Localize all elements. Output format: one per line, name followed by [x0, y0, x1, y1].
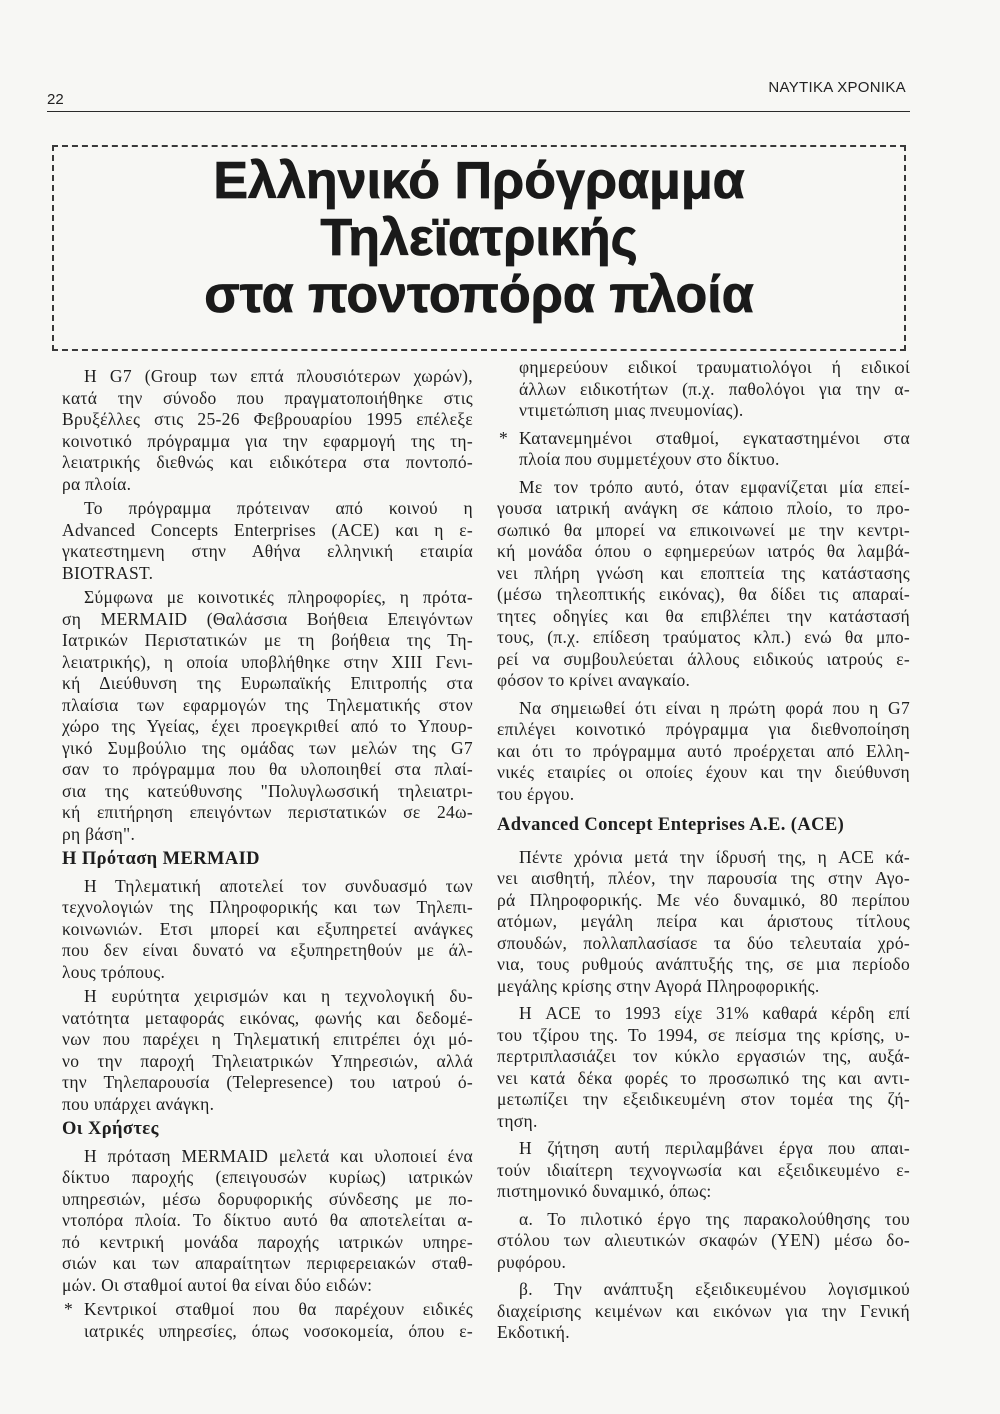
text-line: περτριπλασιάζει τον κύκλο εργασιών της, αυξά-	[497, 1046, 910, 1066]
paragraph	[62, 498, 473, 584]
section-heading: Advanced Concept Enteprises A.E. (ACE)	[497, 815, 845, 835]
text-line: Βρυξέλλες στις 25-26 Φεβρουαρίου 1995 επέλεξε	[62, 409, 473, 429]
text-line: διαχείρισης κειμένων και εικόνων για την Γενική	[497, 1300, 910, 1321]
text-line: Η Τηλεματική αποτελεί τον συνδυασμό των	[84, 875, 473, 896]
text-line: τούν ιδιαίτερη τεχνογνωσία και εξειδικευμένο ε-	[497, 1159, 910, 1180]
text-line: κή επιτήρηση επειγόντων περιστατικών σε 24ω-	[62, 802, 473, 822]
text-line: Ιατρικών Περιστατικών με τη βοήθεια της Τη-	[62, 630, 473, 650]
text-line: Πέντε χρόνια μετά την ίδρυσή της, η ACE κά-	[519, 846, 910, 867]
bullet-marker: *	[499, 427, 508, 448]
text-line: Εκδοτική.	[497, 1322, 570, 1342]
header-rule	[47, 111, 910, 112]
text-line: Η ζήτηση αυτή περιλαμβάνει έργα που απαι-	[519, 1138, 910, 1158]
text-line: φόσον το κρίνει αναγκαίο.	[497, 670, 691, 690]
page-number: 22	[47, 91, 64, 108]
text-line: πλοία που συμμετέχουν στο δίκτυο.	[519, 449, 780, 469]
text-line: ρυφόρου.	[497, 1251, 567, 1272]
text-line: νο την παροχή Τηλειατρικών Υπηρεσιών, αλλά	[62, 1050, 473, 1071]
text-line: πό κεντρική μονάδα παροχής ιατρικών υπηρε-	[62, 1231, 473, 1252]
text-line: νει πλήρη γνώση και εποπτεία της κατάστασης	[497, 562, 910, 583]
text-line: του έργου.	[497, 783, 575, 804]
bullet-marker: *	[64, 1299, 73, 1319]
bullet-item	[62, 1299, 473, 1342]
bullet-item-continued	[497, 357, 910, 422]
text-line: γκατεστημενη στην Αθήνα ελληνική εταιρία	[62, 541, 473, 561]
text-line: β. Την ανάπτυξη εξειδικευμένου λογισμικού	[519, 1279, 910, 1299]
paragraph	[62, 876, 473, 984]
text-line: ιατρικές υπηρεσίες, όπως νοσοκομεία, όπου ε-	[84, 1320, 473, 1341]
text-line: Σύμφωνα με κοινοτικές πληροφορίες, η πρότα-	[84, 587, 473, 607]
text-line: τηση.	[497, 1110, 538, 1131]
paragraph	[497, 1209, 910, 1274]
text-line: μετωπίζει την εξειδικευμένη στον τομέα της ζή-	[497, 1089, 910, 1109]
paragraph	[62, 587, 473, 845]
text-line: που υπάρχει ανάγκη.	[62, 1093, 215, 1114]
text-line: Η πρόταση MERMAID μελετά και υλοποιεί ένα	[84, 1145, 473, 1166]
paragraph	[497, 1138, 910, 1203]
text-line: σωπικό θα μπορεί να επικοινωνεί με την κεντρι-	[497, 519, 910, 540]
left-column	[62, 366, 473, 1342]
paragraph	[497, 847, 910, 998]
article-title-box	[52, 145, 906, 351]
text-line: ρη βάση".	[62, 823, 136, 844]
section-heading: Η Πρόταση MERMAID	[62, 849, 260, 869]
text-line: Advanced Concepts Enterprises (ACE) και η ε-	[62, 519, 473, 540]
section-heading: Οι Χρήστες	[62, 1119, 159, 1139]
magazine-name: ΝΑΥΤΙΚΑ ΧΡΟΝΙΚΑ	[768, 79, 906, 96]
text-line: ατόμων, μεγάλη πείρα και άριστους τίτλους	[497, 911, 910, 931]
text-line: πλαίσια των εφαρμογών της Τηλεματικής στον	[62, 694, 473, 715]
text-line: Η G7 (Group των επτά πλουσιότερων χωρών),	[84, 366, 473, 386]
text-line: τητες οδηγίες και θα επιβλέπει την κατάστασή	[497, 605, 910, 626]
paragraph	[497, 477, 910, 692]
text-line: νια, τους ρυθμούς ανάπτυξής της, σε μια περίοδο	[497, 954, 910, 974]
text-line: πιστημονικό δυναμικό, όπως:	[497, 1181, 712, 1201]
text-line: σαν το πρόγραμμα που θα υλοποιηθεί στα πλαί-	[62, 759, 473, 779]
bullet-item	[497, 428, 910, 471]
text-line: Να σημειωθεί ότι είναι η πρώτη φορά που η G7	[519, 697, 910, 718]
paragraph	[62, 1146, 473, 1297]
text-line: του τζίρου της. Το 1994, σε πείσμα της κρίσης, υ-	[497, 1024, 910, 1045]
text-line: κατά την σύνοδο που πραγματοποιήθηκε στις	[62, 387, 473, 408]
text-line: λειατρικής), η οποία υποβλήθηκε στην XIII Γενι-	[62, 651, 473, 672]
text-line: Η ευρύτητα χειρισμών και η τεχνολογική δυ-	[84, 986, 473, 1006]
title-line: στα ποντοπόρα πλοία	[204, 266, 754, 324]
paragraph	[497, 1279, 910, 1344]
title-line: Τηλεϊατρικής	[320, 209, 638, 267]
text-line: μεγάλης κρίσης στην Αγορά Πληροφορικής.	[497, 975, 820, 996]
text-line: τεχνολογιών της Πληροφορικής και των Τηλεπι-	[62, 897, 473, 917]
text-line: άλλων ειδικοτήτων (π.χ. παθολόγοι για την α-	[519, 378, 910, 399]
text-line: νικές εταιρίες οι οποίες έχουν και την διεύθυνση	[497, 762, 910, 782]
text-line: δίκτυο παροχής (επειγουσών κυρίως) ιατρικών	[62, 1167, 473, 1187]
text-line: στόλου των αλιευτικών σκαφών (ΥΕΝ) μέσω δο-	[497, 1230, 910, 1250]
text-line: ρεί να συμβουλεύεται άλλους ειδικούς ιατρούς ε-	[497, 648, 910, 669]
text-line: χώρο της Υγείας, έχει προεγκριθεί από το Υπουρ-	[62, 716, 473, 736]
text-line: ρά Πληροφορικής. Με νέο δυναμικό, 80 περίπου	[497, 889, 910, 910]
text-line: λειατρικής διεθνώς και ειδικότερα στα ποντοπό-	[62, 452, 473, 472]
text-line: γουσα ιατρική ανάγκη σε κάποιο πλοίο, το προ-	[497, 498, 910, 518]
text-line: υπηρεσιών, μέσω δορυφορικής σύνδεσης με πο-	[62, 1188, 473, 1209]
text-line: νατότητα μεταφοράς εικόνας, φωνής και δεδομέ-	[62, 1007, 473, 1028]
paragraph	[62, 366, 473, 495]
text-line: νει αισθητή, πλέον, την παρουσία της στην Αγο-	[497, 868, 910, 888]
text-line: που δεν είναι δυνατό να εξυπηρετηθούν με άλ-	[62, 940, 473, 960]
text-line: (μέσω τηλεοπτικής εικόνας), θα δίδει τις απαραί-	[497, 584, 910, 604]
text-line: Κεντρικοί σταθμοί που θα παρέχουν ειδικές	[84, 1299, 473, 1319]
paragraph	[62, 986, 473, 1115]
text-line: τους, (π.χ. επίδεση τραύματος κλπ.) ενώ θα μπο-	[497, 627, 910, 647]
paragraph	[497, 1003, 910, 1132]
text-line: κή Διεύθυνση της Ευρωπαϊκής Επιτροπής στα	[62, 673, 473, 693]
text-line: ση MERMAID (Θαλάσσια Βοήθεια Επειγόντων	[62, 608, 473, 629]
text-line: κοινοτικό πρόγραμμα για την εφαρμογή της τη-	[62, 430, 473, 451]
article-title	[54, 153, 904, 324]
text-line: σια της κατεύθυνσης "Πολυγλωσσική τηλειατρι-	[62, 780, 473, 801]
paragraph	[497, 698, 910, 806]
text-line: επιλέγει κοινοτικό πρόγραμμα για διεθνοποίηση	[497, 719, 910, 739]
text-line: Κατανεμημένοι σταθμοί, εγκαταστημένοι στα	[519, 427, 910, 448]
text-line: α. Το πιλοτικό έργο της παρακολούθησης του	[519, 1208, 910, 1229]
text-line: φημερεύουν ειδικοί τραυματιολόγοι ή ειδικοί	[519, 357, 910, 377]
text-line: Με τον τρόπο αυτό, όταν εμφανίζεται μία επεί-	[519, 476, 910, 497]
text-line: και ότι το πρόγραμμα αυτό προέρχεται από Ελλη-	[497, 740, 910, 761]
text-line: σιών και των απαραίτητων περιφερειακών σταθ-	[62, 1253, 473, 1273]
text-line: νει κατά δέκα φορές το προσωπικό της και αντι-	[497, 1067, 910, 1088]
text-line: BIOTRAST.	[62, 562, 154, 583]
right-column	[497, 357, 910, 1344]
text-line: λους τρόπους.	[62, 961, 166, 982]
text-line: σπουδών, πολλαπλασίασε τα δύο τελευταία χρό-	[497, 932, 910, 953]
text-line: ρα πλοία.	[62, 473, 132, 494]
text-line: μών. Οι σταθμοί αυτοί θα είναι δύο ειδών:	[62, 1274, 373, 1295]
text-line: Το πρόγραμμα πρότειναν από κοινού η	[84, 498, 473, 518]
text-line: ντοπόρα πλοία. Το δίκτυο αυτό θα αποτελείται α-	[62, 1210, 473, 1230]
text-line: νων που παρέχει η Τηλεματική επιτρέπει όχι μό-	[62, 1029, 473, 1049]
text-line: κή μονάδα όπου ο εφημερεύων ιατρός θα λαμβά-	[497, 541, 910, 561]
text-line: Η ACE το 1993 είχε 31% καθαρά κέρδη επί	[519, 1003, 910, 1023]
text-line: γικό Συμβούλιο της ομάδας των μελών της G7	[62, 737, 473, 758]
title-line: Ελληνικό Πρόγραμμα	[213, 152, 745, 210]
text-line: κοινωνιών. Ετσι μπορεί και εξυπηρετεί ανάγκες	[62, 918, 473, 939]
text-line: την Τηλεπαρουσία (Telepresence) του ιατρού ό-	[62, 1072, 473, 1092]
text-line: ντιμετώπιση μιας πνευμονίας).	[519, 400, 744, 420]
